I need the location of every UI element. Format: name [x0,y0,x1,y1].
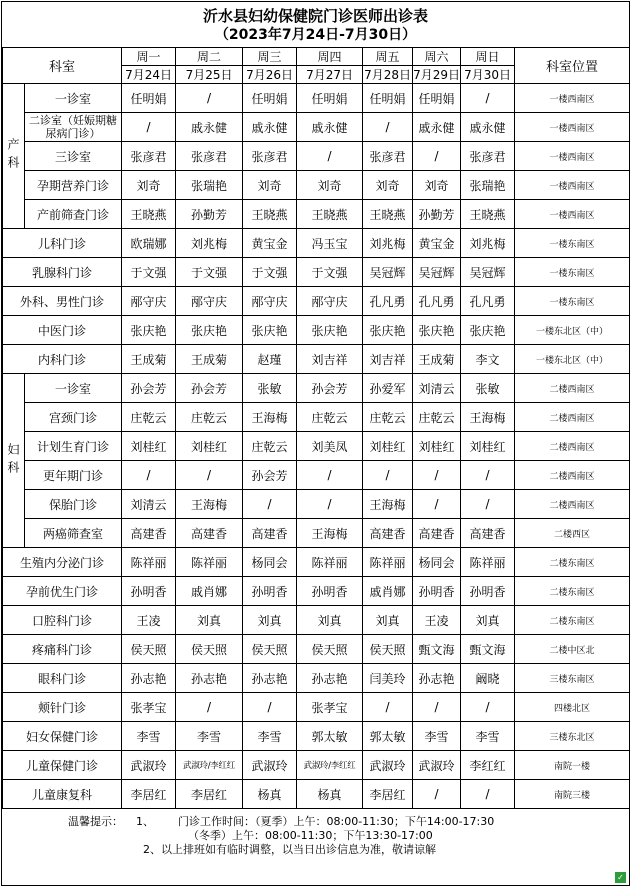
doctor-cell: 于文强 [297,258,363,287]
doctor-cell: 李文 [461,345,515,374]
doctor-cell: 陈祥丽 [122,548,176,577]
doctor-cell: 戚永健 [413,113,461,142]
department-name: 更年期门诊 [25,461,122,490]
doctor-cell: 任明娟 [243,84,297,113]
doctor-cell: 高建香 [363,519,413,548]
doctor-cell: 王海梅 [243,403,297,432]
note-1-number: 1、 [136,815,154,828]
doctor-cell: 张庆艳 [461,316,515,345]
doctor-cell: 孙爱军 [363,374,413,403]
notes-section [2,809,629,857]
schedule-page [1,1,630,886]
doctor-cell: 张彦君 [461,142,515,171]
doctor-cell: 刘桂红 [122,432,176,461]
note-2-text: 2、以上排班如有临时调整，以当日出诊信息为准，敬请谅解 [143,843,436,856]
department-name: 一诊室 [25,84,122,113]
doctor-cell: 郭太敏 [363,722,413,751]
doctor-cell: 武淑玲/李红红 [176,751,243,780]
doctor-cell: 黄宝金 [413,229,461,258]
department-name: 孕期营养门诊 [25,171,122,200]
doctor-cell: 李雪 [243,722,297,751]
note-1-text: 门诊工作时间：（夏季）上午：08:00-11:30；下午14:00-17:30 [178,815,495,828]
doctor-cell: 孔凡勇 [413,287,461,316]
doctor-cell: 孙明香 [122,577,176,606]
department-name: 外科、男性门诊 [3,287,122,316]
department-name: 保胎门诊 [25,490,122,519]
doctor-cell: 李雪 [122,722,176,751]
doctor-cell: 邴守庆 [122,287,176,316]
location-cell: 一楼东南区 [515,229,630,258]
location-cell: 二楼西南区 [515,403,630,432]
date-header: 7月26日 [243,66,297,84]
doctor-cell: 戚永健 [176,113,243,142]
doctor-cell: 李雪 [176,722,243,751]
doctor-cell: / [243,490,297,519]
group-label-gynecology: 妇科 [3,374,25,548]
doctor-cell: 欧瑞娜 [122,229,176,258]
doctor-cell: 任明娟 [363,84,413,113]
doctor-cell: 张庆艳 [243,316,297,345]
doctor-cell: 刘真 [243,606,297,635]
dept-header: 科室 [3,48,122,84]
doctor-cell: 张彦君 [363,142,413,171]
department-name: 乳腺科门诊 [3,258,122,287]
location-cell: 南院三楼 [515,780,630,809]
table-row [3,577,630,606]
doctor-cell: 陈祥丽 [176,548,243,577]
location-cell: 二楼西南区 [515,374,630,403]
doctor-cell: 孙志艳 [176,664,243,693]
department-name: 产前筛查门诊 [25,200,122,229]
doctor-cell: / [461,461,515,490]
location-cell: 一楼西南区 [515,113,630,142]
doctor-cell: / [176,693,243,722]
doctor-cell: 郭太敏 [297,722,363,751]
department-name: 孕前优生门诊 [3,577,122,606]
department-name: 两癌筛查室 [25,519,122,548]
department-name: 妇女保健门诊 [3,722,122,751]
doctor-cell: / [413,142,461,171]
doctor-cell: 刘桂红 [176,432,243,461]
department-name: 口腔科门诊 [3,606,122,635]
doctor-cell: 王凌 [122,606,176,635]
department-name: 计划生育门诊 [25,432,122,461]
doctor-cell: 张庆艳 [122,316,176,345]
table-row [3,751,630,780]
doctor-cell: 张庆艳 [297,316,363,345]
doctor-cell: 李雪 [461,722,515,751]
table-row [3,171,630,200]
doctor-cell: / [413,461,461,490]
doctor-cell: 杨真 [243,780,297,809]
doctor-cell: 侯天照 [243,635,297,664]
doctor-cell: 戚肖娜 [176,577,243,606]
doctor-cell: 邴守庆 [297,287,363,316]
table-row [3,287,630,316]
doctor-cell: 刘真 [461,606,515,635]
doctor-cell: / [122,113,176,142]
doctor-cell: 孙会芳 [243,461,297,490]
doctor-cell: / [297,142,363,171]
doctor-cell: / [461,780,515,809]
weekday-header: 周三 [243,48,297,66]
doctor-cell: 王海梅 [461,403,515,432]
doctor-cell: 孙会芳 [297,374,363,403]
table-row [3,258,630,287]
doctor-cell: 武淑玲 [363,751,413,780]
doctor-cell: 武淑玲 [413,751,461,780]
table-row [3,403,630,432]
location-cell: 一楼东南区 [515,287,630,316]
doctor-cell: 陈祥丽 [461,548,515,577]
table-row [3,693,630,722]
department-name: 内科门诊 [3,345,122,374]
doctor-cell: 戚永健 [297,113,363,142]
doctor-cell: 庄乾云 [413,403,461,432]
table-row [3,142,630,171]
doctor-cell: 侯天照 [297,635,363,664]
doctor-cell: / [122,461,176,490]
table-row [3,461,630,490]
doctor-cell: 赵瑾 [243,345,297,374]
doctor-cell: 孙勤芳 [176,200,243,229]
doctor-cell: 武淑玲 [122,751,176,780]
location-cell: 一楼西南区 [515,171,630,200]
location-header: 科室位置 [515,48,630,84]
doctor-cell: 刘奇 [297,171,363,200]
doctor-cell: 庄乾云 [243,432,297,461]
doctor-cell: 孙明香 [413,577,461,606]
doctor-cell: 刘真 [176,606,243,635]
doctor-cell: 刘兆梅 [176,229,243,258]
doctor-cell: 刘奇 [243,171,297,200]
doctor-cell: 孙志艳 [297,664,363,693]
doctor-cell: 孙明香 [243,577,297,606]
doctor-cell: 张瑞艳 [176,171,243,200]
doctor-cell: / [413,780,461,809]
doctor-cell: 杨同会 [243,548,297,577]
doctor-cell: 高建香 [176,519,243,548]
weekday-header: 周日 [461,48,515,66]
date-header: 7月28日 [363,66,413,84]
location-cell: 一楼东北区（中） [515,345,630,374]
table-row [3,606,630,635]
page-subtitle: （2023年7月24日-7月30日） [214,27,417,43]
location-cell: 二楼西南区 [515,461,630,490]
doctor-cell: 刘奇 [363,171,413,200]
doctor-cell: / [413,490,461,519]
doctor-cell: 武淑玲 [243,751,297,780]
weekday-header: 周四 [297,48,363,66]
doctor-cell: 孙志艳 [243,664,297,693]
doctor-cell: 陈祥丽 [297,548,363,577]
weekday-header: 周一 [122,48,176,66]
doctor-cell: / [176,84,243,113]
doctor-cell: 王成菊 [176,345,243,374]
doctor-cell: 王晓燕 [363,200,413,229]
doctor-cell: 刘美凤 [297,432,363,461]
doctor-cell: 张庆艳 [176,316,243,345]
table-row [3,113,630,142]
doctor-cell: / [297,461,363,490]
doctor-cell: 任明娟 [297,84,363,113]
doctor-cell: 张彦君 [243,142,297,171]
doctor-cell: 李红红 [461,751,515,780]
doctor-cell: 杨同会 [413,548,461,577]
location-cell: 二楼东南区 [515,577,630,606]
table-row [3,316,630,345]
doctor-cell: 庄乾云 [122,403,176,432]
doctor-cell: 王晓燕 [297,200,363,229]
doctor-cell: 张庆艳 [363,316,413,345]
location-cell: 一楼西南区 [515,142,630,171]
doctor-cell: 甄文海 [461,635,515,664]
doctor-cell: 孙志艳 [413,664,461,693]
location-cell: 南院一楼 [515,751,630,780]
doctor-cell: 庄乾云 [176,403,243,432]
doctor-cell: 孔凡勇 [363,287,413,316]
doctor-cell: / [297,490,363,519]
doctor-cell: 王成菊 [122,345,176,374]
table-row [3,432,630,461]
table-row [3,664,630,693]
doctor-cell: 刘桂红 [413,432,461,461]
doctor-cell: 黄宝金 [243,229,297,258]
doctor-cell: 庄乾云 [297,403,363,432]
doctor-cell: 孙志艳 [122,664,176,693]
date-header: 7月24日 [122,66,176,84]
doctor-cell: 甄文海 [413,635,461,664]
header-row-weekday [3,48,630,66]
location-cell: 三楼东北区 [515,722,630,751]
doctor-cell: 刘兆梅 [461,229,515,258]
table-row [3,635,630,664]
doctor-cell: 王晓燕 [243,200,297,229]
doctor-cell: 任明娟 [122,84,176,113]
doctor-cell: 王海梅 [363,490,413,519]
date-header: 7月30日 [461,66,515,84]
notes-label: 温馨提示： [68,815,123,828]
doctor-cell: 刘真 [363,606,413,635]
department-name: 疼痛科门诊 [3,635,122,664]
doctor-cell: 孙明香 [297,577,363,606]
doctor-cell: 李居红 [176,780,243,809]
location-cell: 一楼东北区（中） [515,316,630,345]
doctor-cell: 吴冠辉 [363,258,413,287]
note-1-winter: （冬季）上午：08:00-11:30；下午13:30-17:00 [188,829,433,842]
doctor-cell: 张孝宝 [297,693,363,722]
doctor-cell: / [363,693,413,722]
doctor-cell: 刘奇 [122,171,176,200]
doctor-cell: 李居红 [122,780,176,809]
doctor-cell: 高建香 [243,519,297,548]
table-row [3,490,630,519]
weekday-header: 周五 [363,48,413,66]
location-cell: 一楼东南区 [515,258,630,287]
doctor-cell: 孔凡勇 [461,287,515,316]
doctor-cell: 于文强 [176,258,243,287]
doctor-cell: 刘奇 [413,171,461,200]
table-row [3,780,630,809]
table-row [3,84,630,113]
group-label-obstetrics: 产科 [3,84,25,229]
table-row [3,722,630,751]
corner-mark-icon: ✓ [615,872,626,883]
date-header: 7月29日 [413,66,461,84]
doctor-cell: 刘桂红 [363,432,413,461]
doctor-cell: 吴冠辉 [461,258,515,287]
doctor-cell: 王海梅 [297,519,363,548]
location-cell: 二楼西南区 [515,432,630,461]
doctor-cell: / [413,693,461,722]
department-name: 颊针门诊 [3,693,122,722]
doctor-cell: 张瑞艳 [461,171,515,200]
doctor-cell: 张敏 [243,374,297,403]
doctor-cell: / [363,461,413,490]
doctor-cell: 陈祥丽 [363,548,413,577]
department-name: 儿童康复科 [3,780,122,809]
doctor-cell: / [461,490,515,519]
doctor-cell: 邴守庆 [176,287,243,316]
doctor-cell: / [461,84,515,113]
table-row [3,200,630,229]
table-row [3,345,630,374]
department-name: 一诊室 [25,374,122,403]
doctor-cell: 张孝宝 [122,693,176,722]
department-name: 儿童保健门诊 [3,751,122,780]
doctor-cell: 戚肖娜 [363,577,413,606]
location-cell: 二楼西区 [515,519,630,548]
location-cell: 二楼中区北 [515,635,630,664]
doctor-cell: 高建香 [413,519,461,548]
doctor-cell: 孙明香 [461,577,515,606]
doctor-cell: 王晓燕 [461,200,515,229]
doctor-cell: 李居红 [363,780,413,809]
doctor-cell: 刘兆梅 [363,229,413,258]
doctor-cell: 于文强 [243,258,297,287]
doctor-cell: 戚永健 [461,113,515,142]
doctor-cell: / [363,113,413,142]
doctor-cell: 杨真 [297,780,363,809]
doctor-cell: 张庆艳 [413,316,461,345]
location-cell: 一楼西南区 [515,200,630,229]
department-name: 生殖内分泌门诊 [3,548,122,577]
table-row [3,374,630,403]
doctor-cell: 张敏 [461,374,515,403]
department-name: 中医门诊 [3,316,122,345]
date-header: 7月25日 [176,66,243,84]
location-cell: 一楼西南区 [515,84,630,113]
doctor-cell: 王成菊 [413,345,461,374]
doctor-cell: 刘桂红 [461,432,515,461]
department-name: 三诊室 [25,142,122,171]
doctor-cell: 刘清云 [413,374,461,403]
doctor-cell: 王海梅 [176,490,243,519]
doctor-cell: 刘清云 [122,490,176,519]
doctor-cell: 高建香 [461,519,515,548]
doctor-cell: / [461,693,515,722]
doctor-cell: 侯天照 [363,635,413,664]
doctor-cell: 孙会芳 [176,374,243,403]
doctor-cell: 王凌 [413,606,461,635]
department-name: 二诊室（妊娠期糖尿病门诊） [25,113,122,142]
doctor-cell: 阚晓 [461,664,515,693]
doctor-cell: / [176,461,243,490]
location-cell: 二楼东南区 [515,606,630,635]
doctor-cell: / [243,693,297,722]
weekday-header: 周二 [176,48,243,66]
table-row [3,229,630,258]
department-name: 宫颈门诊 [25,403,122,432]
schedule-table [2,47,630,809]
schedule-body [3,84,630,809]
page-title: 沂水县妇幼保健院门诊医师出诊表 [202,7,428,25]
doctor-cell: 任明娟 [413,84,461,113]
location-cell: 四楼北区 [515,693,630,722]
doctor-cell: 张彦君 [122,142,176,171]
table-row [3,548,630,577]
location-cell: 二楼西南区 [515,490,630,519]
doctor-cell: 冯玉宝 [297,229,363,258]
doctor-cell: 高建香 [122,519,176,548]
doctor-cell: 吴冠辉 [413,258,461,287]
doctor-cell: 孙勤芳 [413,200,461,229]
weekday-header: 周六 [413,48,461,66]
doctor-cell: 戚永健 [243,113,297,142]
doctor-cell: 刘真 [297,606,363,635]
location-cell: 三楼东南区 [515,664,630,693]
doctor-cell: 孙会芳 [122,374,176,403]
doctor-cell: 李雪 [413,722,461,751]
doctor-cell: 张彦君 [176,142,243,171]
doctor-cell: 庄乾云 [363,403,413,432]
doctor-cell: 王晓燕 [122,200,176,229]
doctor-cell: 武淑玲/李红红 [297,751,363,780]
doctor-cell: 邴守庆 [243,287,297,316]
doctor-cell: 侯天照 [122,635,176,664]
doctor-cell: 闫美玲 [363,664,413,693]
department-name: 儿科门诊 [3,229,122,258]
doctor-cell: 刘吉祥 [363,345,413,374]
doctor-cell: 于文强 [122,258,176,287]
date-header: 7月27日 [297,66,363,84]
location-cell: 二楼东南区 [515,548,630,577]
table-row [3,519,630,548]
doctor-cell: 侯天照 [176,635,243,664]
department-name: 眼科门诊 [3,664,122,693]
doctor-cell: 刘吉祥 [297,345,363,374]
